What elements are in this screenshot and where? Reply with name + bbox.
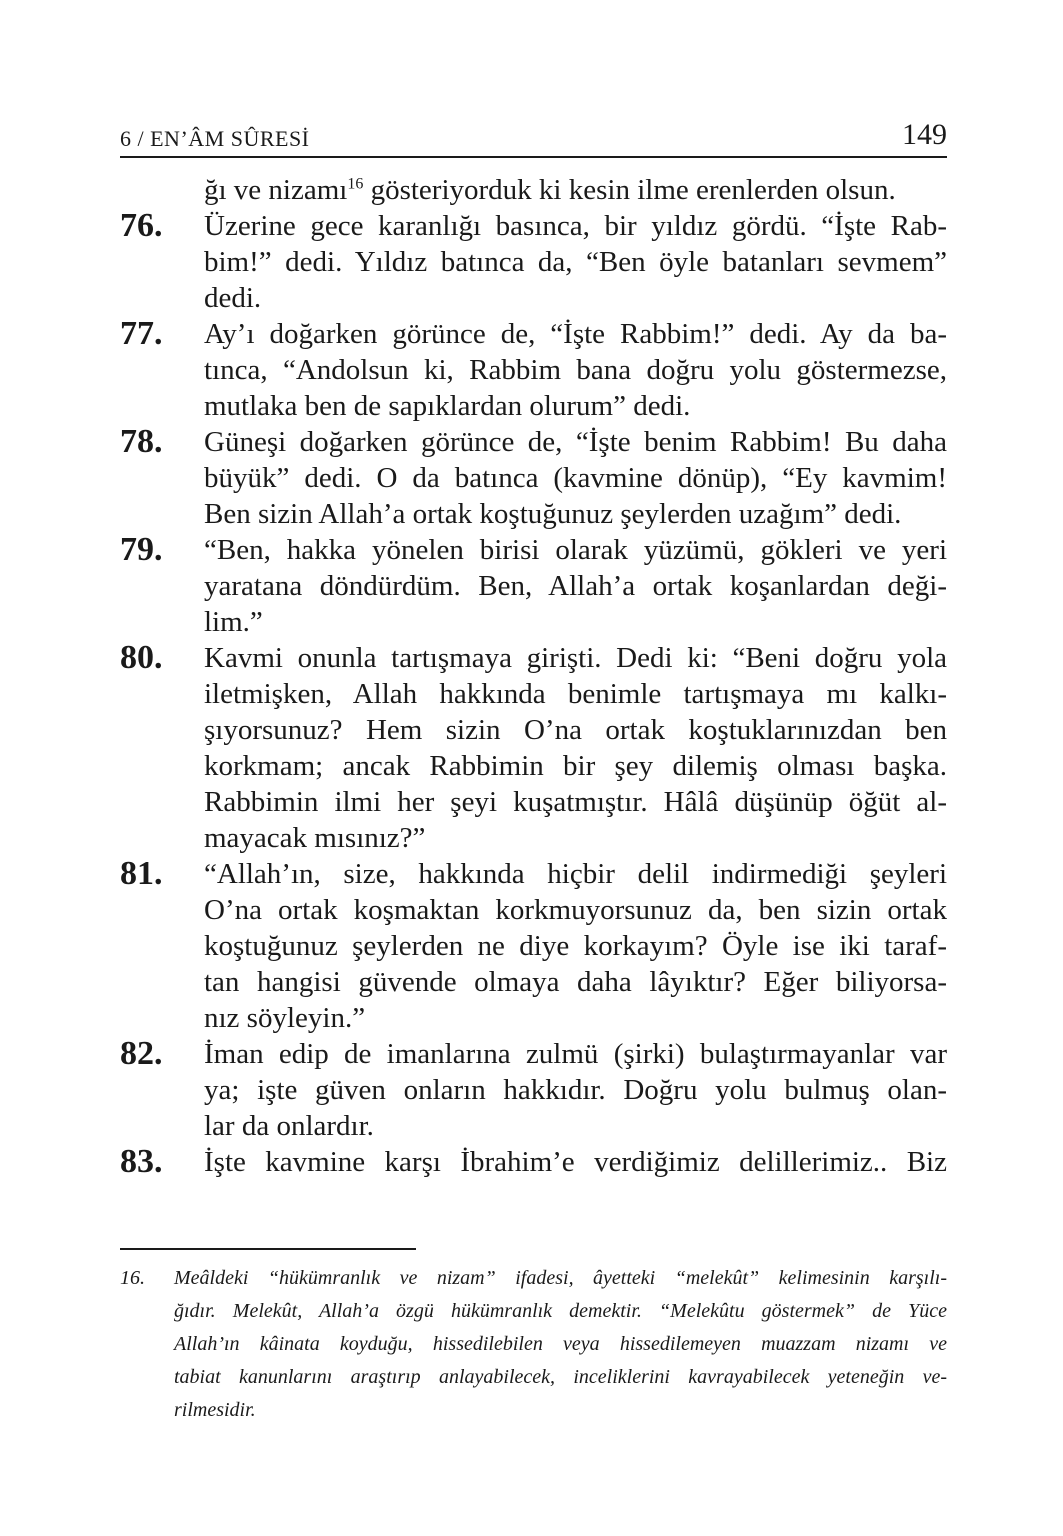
verse bbox=[120, 208, 947, 316]
verse-line: mutlaka ben de sapıklardan olurum” dedi. bbox=[204, 390, 691, 422]
verse bbox=[120, 1036, 947, 1144]
footnote-line: ğıdır. Melekût, Allah’a özgü hükümranlık demektir. “Melekûtu göstermek” de Yüce bbox=[174, 1300, 947, 1322]
footnote-divider bbox=[120, 1248, 416, 1250]
footnote-line: rilmesidir. bbox=[174, 1399, 256, 1421]
verse-list bbox=[120, 208, 947, 1180]
continuation-text-start: ğı ve nizamı bbox=[204, 174, 348, 206]
verse-number: 76. bbox=[120, 207, 163, 244]
continuation-text-end: gösteriyorduk ki kesin ilme erenlerden olsun. bbox=[363, 174, 896, 206]
footnote-line: tabiat kanunlarını araştırıp anlayabilecek, inceliklerini kavrayabilecek yeteneğin ve- bbox=[174, 1366, 947, 1388]
verse-line: Rabbimin ilmi her şeyi kuşatmıştır. Hâlâ düşünüp öğüt al- bbox=[204, 786, 947, 818]
verse-number: 83. bbox=[120, 1143, 163, 1180]
footnote-text bbox=[120, 1262, 947, 1427]
verse-body bbox=[120, 172, 947, 1180]
continuation-line bbox=[120, 172, 947, 208]
verse bbox=[120, 424, 947, 532]
verse-line: tan hangisi güvende olmaya daha lâyıktır? Eğer biliyorsa- bbox=[204, 966, 947, 998]
verse-line: koştuğunuz şeylerden ne diye korkayım? Öyle ise iki taraf- bbox=[204, 930, 947, 962]
verse-line: dedi. bbox=[204, 282, 262, 314]
verse-line: mayacak mısınız?” bbox=[204, 822, 426, 854]
footnote-ref[interactable]: 16 bbox=[347, 175, 364, 193]
verse-number: 80. bbox=[120, 639, 163, 676]
verse-line: bim!” dedi. Yıldız batınca da, “Ben öyle batanları sevmem” bbox=[204, 246, 947, 278]
verse-line: İşte kavmine karşı İbrahim’e verdiğimiz delillerimiz.. Biz bbox=[204, 1146, 947, 1178]
verse-number: 81. bbox=[120, 855, 163, 892]
verse-line: lar da onlardır. bbox=[204, 1110, 374, 1142]
verse-number: 82. bbox=[120, 1035, 163, 1072]
verse-line: nız söyleyin.” bbox=[204, 1002, 366, 1034]
verse-line: O’na ortak koşmaktan korkmuyorsunuz da, ben sizin ortak bbox=[204, 894, 947, 926]
footnote-number: 16. bbox=[120, 1267, 145, 1289]
footnote-line: Allah’ın kâinata koyduğu, hissedilebilen veya hissedilemeyen muazzam nizamı ve bbox=[174, 1333, 947, 1355]
verse-line: Üzerine gece karanlığı basınca, bir yıldız gördü. “İşte Rab- bbox=[204, 210, 947, 242]
chapter-title: 6 / EN’ÂM SÛRESİ bbox=[120, 126, 310, 151]
running-header bbox=[120, 112, 947, 158]
verse-line: yaratana döndürdüm. Ben, Allah’a ortak koşanlardan deği- bbox=[204, 570, 947, 602]
verse bbox=[120, 532, 947, 640]
verse-number: 78. bbox=[120, 423, 163, 460]
verse-line: Ay’ı doğarken görünce de, “İşte Rabbim!” dedi. Ay da ba- bbox=[204, 318, 947, 350]
footnote bbox=[120, 1262, 947, 1427]
verse-line: Güneşi doğarken görünce de, “İşte benim Rabbim! Bu daha bbox=[204, 426, 947, 458]
verse-line: korkmam; ancak Rabbimin bir şey dilemiş olması başka. bbox=[204, 750, 947, 782]
verse bbox=[120, 640, 947, 856]
verse bbox=[120, 1144, 947, 1180]
verse-line: İman edip de imanlarına zulmü (şirki) bulaştırmayanlar var bbox=[204, 1038, 947, 1070]
verse-line: iletmişken, Allah hakkında benimle tartışmaya mı kalkı- bbox=[204, 678, 947, 710]
verse-line: Ben sizin Allah’a ortak koştuğunuz şeylerden uzağım” dedi. bbox=[204, 498, 902, 530]
footnote-line: Meâldeki “hükümranlık ve nizam” ifadesi, âyetteki “melekût” kelimesinin karşılı- bbox=[174, 1267, 947, 1289]
verse-number: 79. bbox=[120, 531, 163, 568]
verse-line: tınca, “Andolsun ki, Rabbim bana doğru yolu göstermezse, bbox=[204, 354, 947, 386]
book-page bbox=[120, 0, 947, 1536]
verse-line: “Ben, hakka yönelen birisi olarak yüzümü, gökleri ve yeri bbox=[204, 534, 947, 566]
verse-number: 77. bbox=[120, 315, 163, 352]
verse bbox=[120, 856, 947, 1036]
verse-line: “Allah’ın, size, hakkında hiçbir delil indirmediği şeyleri bbox=[204, 858, 947, 890]
verse-line: ya; işte güven onların hakkıdır. Doğru yolu bulmuş olan- bbox=[204, 1074, 947, 1106]
verse-line: Kavmi onunla tartışmaya girişti. Dedi ki: “Beni doğru yola bbox=[204, 642, 947, 674]
verse-line: büyük” dedi. O da batınca (kavmine dönüp), “Ey kavmim! bbox=[204, 462, 947, 494]
verse-line: şıyorsunuz? Hem sizin O’na ortak koştuklarınızdan ben bbox=[204, 714, 947, 746]
page-number: 149 bbox=[902, 118, 947, 151]
verse-line: lim.” bbox=[204, 606, 263, 638]
verse bbox=[120, 316, 947, 424]
